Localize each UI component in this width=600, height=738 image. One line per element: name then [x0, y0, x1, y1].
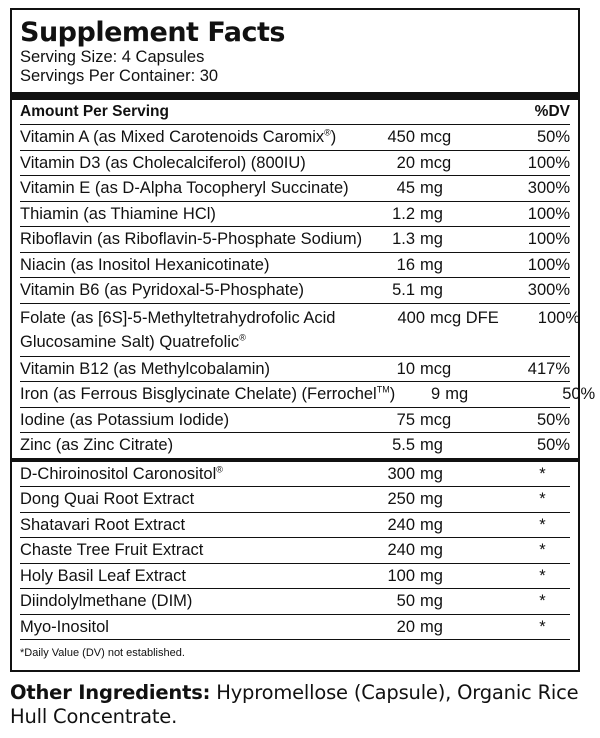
nutrient-name: Dong Quai Root Extract — [20, 490, 195, 508]
daily-value: 417% — [527, 359, 570, 378]
table-row — [20, 277, 570, 303]
table-row — [20, 252, 570, 278]
nutrient-name: Niacin (as Inositol Hexanicotinate) — [20, 255, 270, 274]
daily-value: * — [539, 490, 546, 508]
amount: 20 mg — [396, 617, 443, 636]
amount: 20 mcg — [396, 153, 452, 172]
amount: 240 mg — [387, 541, 443, 559]
daily-value: 50% — [562, 385, 596, 403]
nutrient-name: Folate (as [6S]-5-Methyltetrahydrofolic Acid Glucosamine Salt) Quatrefolic® — [20, 308, 336, 351]
table-row — [20, 175, 570, 201]
amount: 5.1 mg — [392, 281, 443, 299]
nutrient-name: Iron (as Ferrous Bisglycinate Chelate) (Ferrochel™) — [20, 384, 396, 403]
amount: 16 mg — [396, 255, 443, 274]
other-ingredients — [10, 681, 590, 729]
table-row — [20, 512, 570, 538]
table-row — [20, 614, 570, 640]
table-row — [20, 432, 570, 458]
amount: 50 mg — [396, 592, 443, 610]
daily-value: 50% — [536, 128, 570, 146]
daily-value: * — [539, 617, 546, 636]
table-row — [20, 563, 570, 589]
serving-size: Serving Size: 4 Capsules — [20, 48, 205, 66]
nutrient-name: Riboflavin (as Riboflavin-5-Phosphate Sodium) — [20, 230, 363, 248]
daily-value: 100% — [527, 230, 570, 248]
amount: 75 mcg — [396, 410, 452, 429]
table-row — [20, 226, 570, 252]
daily-value: * — [539, 541, 546, 559]
amount-per-serving-header: Amount Per Serving — [20, 103, 169, 120]
amount: 1.3 mg — [392, 230, 443, 248]
nutrient-name: D-Chiroinositol Caronositol® — [20, 464, 223, 483]
footnote: *Daily Value (DV) not established. — [20, 639, 570, 666]
nutrient-name: Vitamin B12 (as Methylcobalamin) — [20, 359, 271, 378]
nutrient-name: Diindolylmethane (DIM) — [20, 592, 193, 610]
vitamin-list — [20, 124, 596, 458]
panel-title: Supplement Facts — [20, 17, 285, 48]
daily-value: 300% — [527, 281, 570, 299]
table-row — [20, 588, 570, 614]
table-row — [20, 537, 570, 563]
table-row — [20, 303, 580, 356]
daily-value: 100% — [527, 204, 570, 223]
thick-divider — [12, 92, 578, 100]
nutrient-name: Vitamin E (as D-Alpha Tocopheryl Succinate) — [20, 179, 349, 197]
nutrient-name: Shatavari Root Extract — [20, 515, 186, 534]
amount: 9 mg — [431, 385, 469, 403]
daily-value: 100% — [527, 255, 570, 274]
table-row — [20, 381, 596, 407]
daily-value: * — [539, 515, 546, 534]
table-row — [20, 124, 570, 150]
table-row — [20, 201, 570, 227]
nutrient-name: Vitamin D3 (as Cholecalciferol) (800IU) — [20, 153, 306, 172]
amount: 45 mg — [396, 179, 443, 197]
amount: 5.5 mg — [392, 436, 443, 454]
ingredient-list — [20, 462, 570, 640]
nutrient-name: Holy Basil Leaf Extract — [20, 566, 186, 585]
daily-value: 300% — [527, 179, 570, 197]
amount: 400 mcg DFE — [397, 308, 499, 327]
amount: 10 mcg — [396, 359, 452, 378]
supplement-facts-panel — [10, 8, 596, 672]
amount: 1.2 mg — [392, 204, 443, 223]
nutrient-name: Thiamin (as Thiamine HCl) — [20, 204, 216, 223]
nutrient-name: Vitamin A (as Mixed Carotenoids Caromix®) — [20, 127, 337, 146]
daily-value: 100% — [537, 308, 580, 327]
daily-value: * — [539, 566, 546, 585]
amount: 250 mg — [387, 490, 443, 508]
amount: 300 mg — [387, 464, 443, 483]
table-row — [20, 150, 570, 176]
nutrient-name: Zinc (as Zinc Citrate) — [20, 436, 174, 454]
other-ingredients-text: Hypromellose (Capsule), Organic Rice Hull Concentrate. — [10, 681, 579, 728]
nutrient-name: Myo-Inositol — [20, 617, 109, 636]
table-row — [20, 486, 570, 512]
amount: 450 mcg — [387, 128, 452, 146]
amount: 240 mg — [387, 515, 443, 534]
nutrient-name: Vitamin B6 (as Pyridoxal-5-Phosphate) — [20, 281, 304, 299]
daily-value: * — [539, 464, 546, 483]
dv-header: %DV — [534, 103, 570, 120]
daily-value: 50% — [536, 436, 570, 454]
column-header — [20, 100, 570, 124]
nutrient-name: Chaste Tree Fruit Extract — [20, 541, 204, 559]
daily-value: 50% — [536, 410, 570, 429]
daily-value: 100% — [527, 153, 570, 172]
nutrient-name: Iodine (as Potassium Iodide) — [20, 410, 230, 429]
table-row — [20, 462, 570, 487]
other-ingredients-label: Other Ingredients: — [10, 681, 211, 704]
table-row — [20, 407, 570, 433]
amount: 100 mg — [387, 566, 443, 585]
table-row — [20, 356, 570, 382]
servings-per-container: Servings Per Container: 30 — [20, 67, 219, 85]
daily-value: * — [539, 592, 546, 610]
